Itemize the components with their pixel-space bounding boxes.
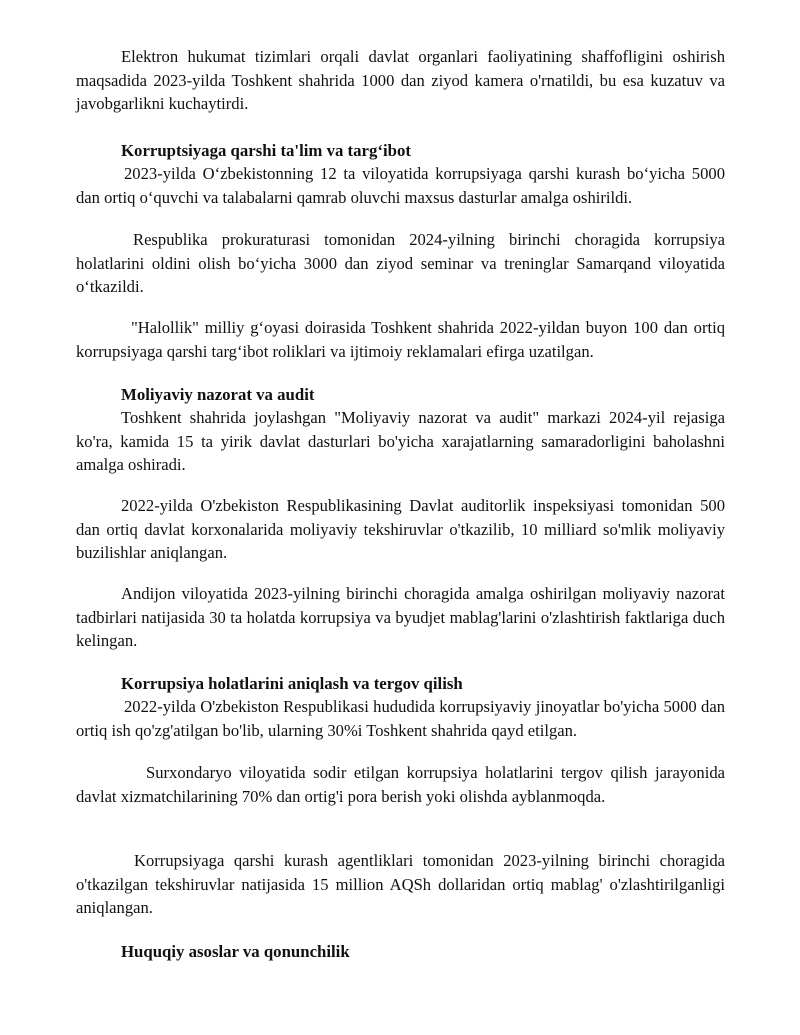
paragraph: "Halollik" milliy g‘oyasi doirasida Toshkent shahrida 2022-yildan buyon 100 dan ortiq korrupsiyaga qarshi targ‘ibot roliklari va ijtimoiy reklamalari efirga uzatilgan. <box>76 318 725 361</box>
paragraph: 2022-yilda O'zbekiston Respublikasi hududida korrupsiyaviy jinoyatlar bo'yicha 5000 dan ortiq ish qo'zg'atilgan bo'lib, ularning 30%i Toshkent shahrida qayd etilgan. <box>76 697 725 740</box>
paragraph: Surxondaryo viloyatida sodir etilgan korrupsiya holatlarini tergov qilish jarayonida davlat xizmatchilarining 70% dan ortig'i pora berish yoki olishda ayblanmoqda. <box>76 763 725 806</box>
paragraph: 2022-yilda O'zbekiston Respublikasining Davlat auditorlik inspeksiyasi tomonidan 500 dan ortiq davlat korxonalarida moliyaviy tekshiruvlar o'tkazilib, 10 milliard so'mlik moliyaviy buzilishlar aniqlangan. <box>76 496 725 562</box>
paragraph: Elektron hukumat tizimlari orqali davlat organlari faoliyatining shaffofligini oshirish maqsadida 2023-yilda Toshkent shahrida 1000 dan ziyod kamera o'rnatildi, bu esa kuzatuv va javobgarlikni kuchaytirdi. <box>76 47 725 113</box>
paragraph: Korrupsiyaga qarshi kurash agentliklari tomonidan 2023-yilning birinchi choragida o'tkazilgan tekshiruvlar natijasida 15 million AQSh dollaridan ortiq mablag' o'zlashtirilganligi aniqlangan. <box>76 851 725 917</box>
section-heading: Moliyaviy nazorat va audit <box>121 385 315 404</box>
paragraph: 2023-yilda O‘zbekistonning 12 ta viloyatida korrupsiyaga qarshi kurash bo‘yicha 5000 dan ortiq o‘quvchi va talabalarni qamrab oluvchi maxsus dasturlar amalga oshirildi. <box>76 164 725 207</box>
section-heading: Huquqiy asoslar va qonunchilik <box>121 942 350 961</box>
section-heading: Korruptsiyaga qarshi ta'lim va targ‘ibot <box>121 141 411 160</box>
paragraph: Andijon viloyatida 2023-yilning birinchi choragida amalga oshirilgan moliyaviy nazorat tadbirlari natijasida 30 ta holatda korrupsiya va byudjet mablag'larini o'zlashtirish faktlariga duch kelingan. <box>76 584 725 650</box>
section-heading: Korrupsiya holatlarini aniqlash va tergov qilish <box>121 674 463 693</box>
paragraph: Toshkent shahrida joylashgan "Moliyaviy nazorat va audit" markazi 2024-yil rejasiga ko'ra, kamida 15 ta yirik davlat dasturlari bo'yicha xarajatlarning samaradorligini baholashni amalga oshiradi. <box>76 408 725 474</box>
paragraph: Respublika prokuraturasi tomonidan 2024-yilning birinchi choragida korrupsiya holatlarini oldini olish bo‘yicha 3000 dan ziyod seminar va treninglar Samarqand viloyatida o‘tkazildi. <box>76 230 725 296</box>
